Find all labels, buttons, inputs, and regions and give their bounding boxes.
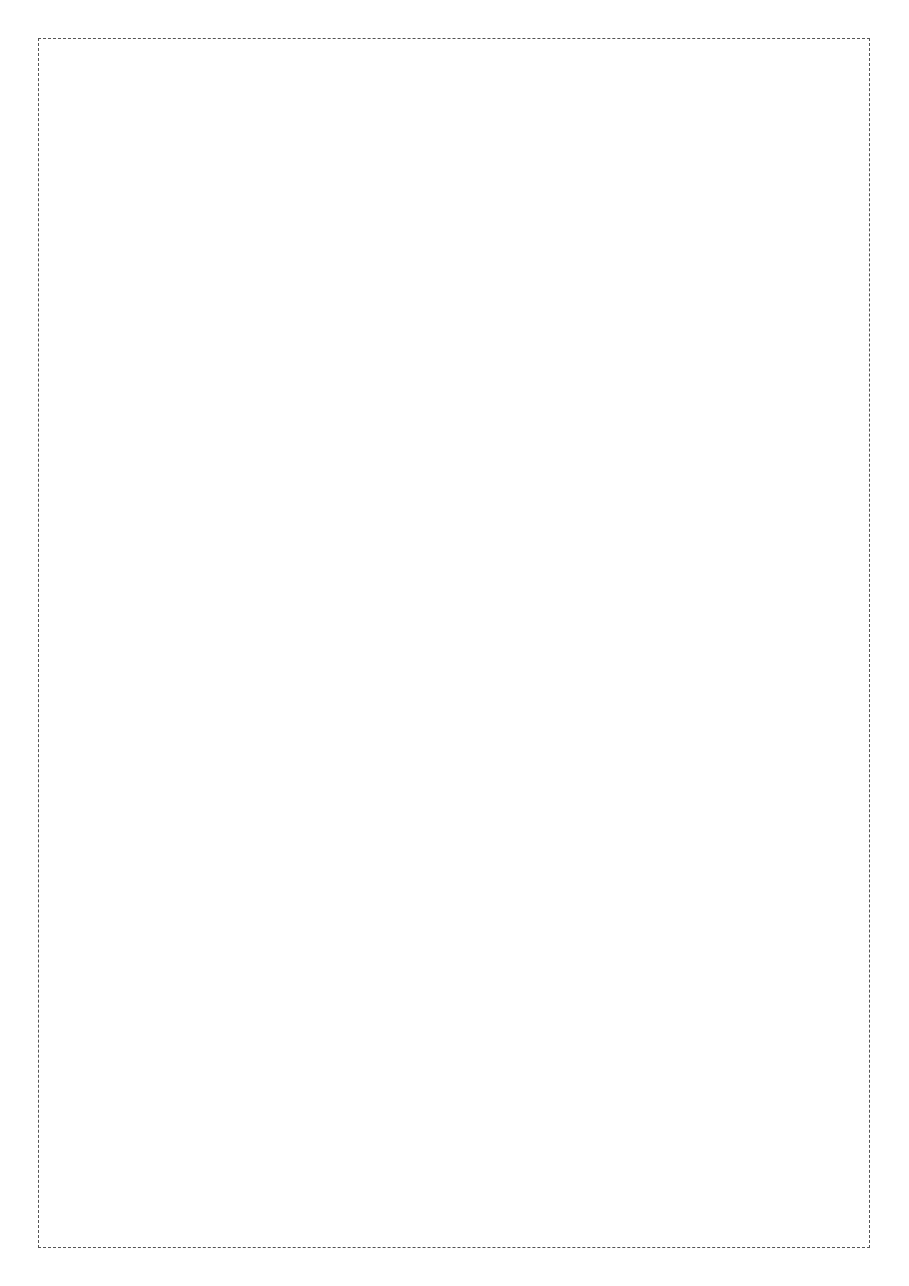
page-border xyxy=(38,38,870,1248)
